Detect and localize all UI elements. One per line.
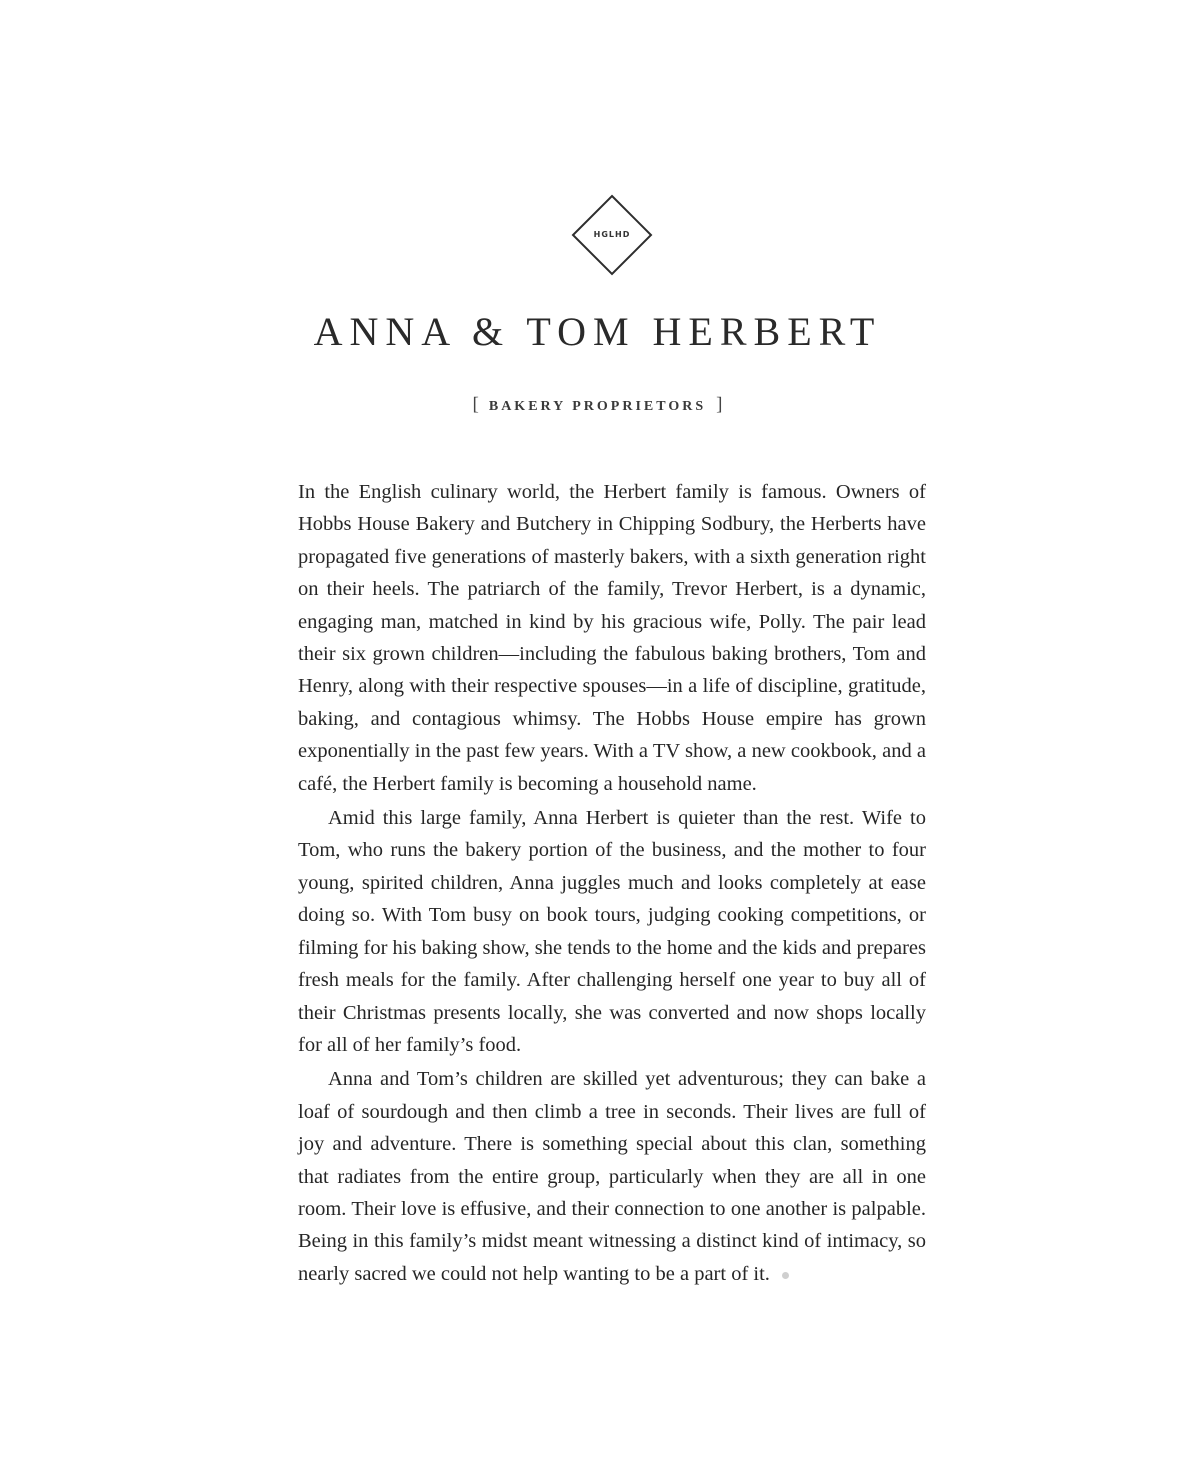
page-title: ANNA & TOM HERBERT [313,309,882,354]
page-subtitle [0,394,1195,416]
subtitle-text: BAKERY PROPRIETORS [488,399,707,414]
subtitle-open-bracket: [ [472,394,479,415]
paragraph-2: Amid this large family, Anna Herbert is quieter than the rest. Wife to Tom, who runs the bakery portion of the business, and the mother to four young, spirited children, Anna juggles much and looks completely at ease doing so. With Tom busy on book tours, judging cooking competitions, or filming for his baking show, she tends to the home and the kids and prepares fresh meals for the family. After challenging herself one year to buy all of their Christmas presents locally, she was converted and now shops locally for all of her family’s food. [298,807,926,1056]
paragraph-1: In the English culinary world, the Herbert family is famous. Owners of Hobbs House Bakery and Butchery in Chipping Sodbury, the Herberts have propagated five generations of masterly bakers, with a sixth generation right on their heels. The patriarch of the family, Trevor Herbert, is a dynamic, engaging man, matched in kind by his gracious wife, Polly. The pair lead their six grown children—including the fabulous baking brothers, Tom and Henry, along with their respective spouses—in a life of discipline, gratitude, baking, and contagious whimsy. The Hobbs House empire has grown exponentially in the past few years. With a TV show, a new cookbook, and a café, the Herbert family is becoming a household name. [298,481,926,795]
paragraph-3: Anna and Tom’s children are skilled yet adventurous; they can bake a loaf of sourdough and then climb a tree in seconds. Their lives are full of joy and adventure. There is something special about this clan, something that radiates from the entire group, particularly when they are all in one room. Their love is effusive, and their connection to one another is palpable. Being in this family’s midst meant witnessing a distinct kind of intimacy, so nearly sacred we could not help wanting to be a part of it. [298,1068,926,1285]
diamond-logo-badge [571,194,653,276]
end-of-text-bullet-icon [782,1272,789,1279]
body-text [298,476,926,1292]
subtitle-close-bracket: ] [716,394,723,415]
badge-label: HGLHD [593,230,631,239]
